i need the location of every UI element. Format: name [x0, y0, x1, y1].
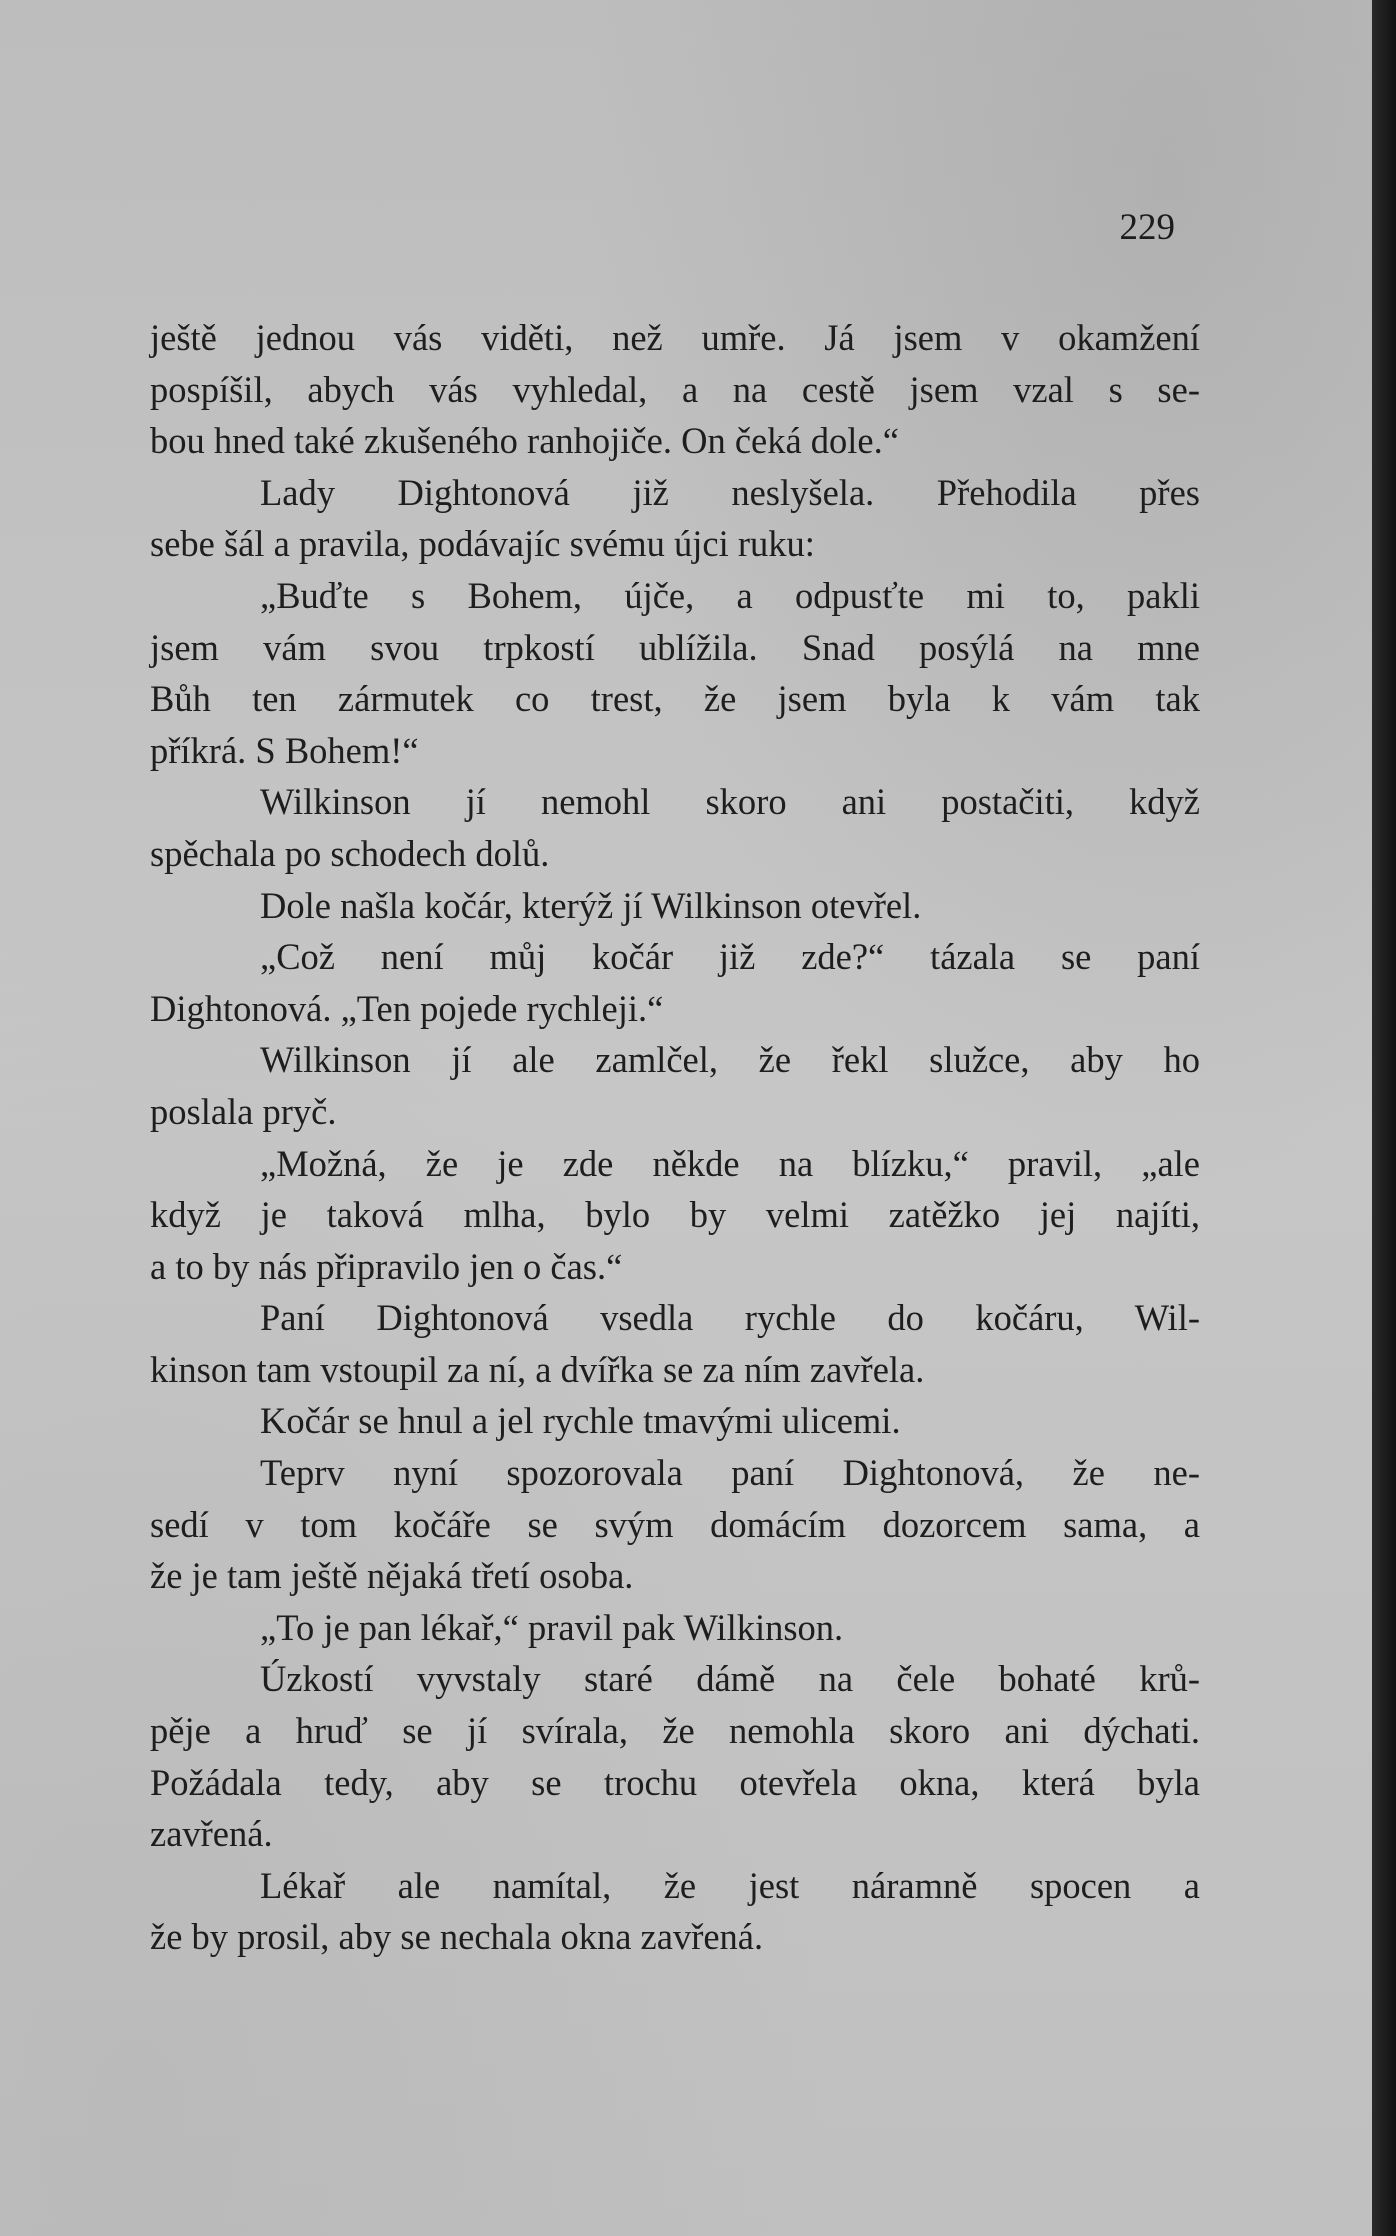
text-line: sebe šál a pravila, podávajíc svému újci ruku:	[150, 523, 815, 565]
text-line: ještě jednou vás viděti, než umře. Já jsem v okamžení	[150, 317, 1200, 358]
text-line: Dole našla kočár, kterýž jí Wilkinson otevřel.	[260, 884, 922, 926]
text-line: sedí v tom kočáře se svým domácím dozorcem sama, a	[150, 1503, 1200, 1545]
text-line: a to by nás připravilo jen o čas.“	[150, 1245, 623, 1287]
text-line: Lékař ale namítal, že jest náramně spocen a	[260, 1864, 1200, 1906]
text-line: pospíšil, abych vás vyhledal, a na cestě jsem vzal s se-	[150, 368, 1200, 410]
text-line: Kočár se hnul a jel rychle tmavými ulicemi.	[260, 1400, 901, 1442]
text-line: že by prosil, aby se nechala okna zavřená.	[150, 1916, 764, 1958]
text-line: pěje a hruď se jí svírala, že nemohla skoro ani dýchati.	[150, 1710, 1200, 1752]
page-number: 229	[1119, 207, 1175, 248]
page-edge-shadow	[1372, 0, 1396, 2236]
text-line: „To je pan lékař,“ pravil pak Wilkinson.	[260, 1606, 844, 1648]
text-line: když je taková mlha, bylo by velmi zatěžko jej najíti,	[150, 1194, 1200, 1236]
text-line: zavřená.	[150, 1813, 273, 1855]
text-line: „Buďte s Bohem, újče, a odpusťte mi to, pakli	[260, 574, 1200, 616]
body-text	[150, 312, 1200, 1963]
text-line: že je tam ještě nějaká třetí osoba.	[150, 1555, 634, 1597]
text-line: „Možná, že je zde někde na blízku,“ pravil, „ale	[260, 1142, 1200, 1184]
text-line: Dightonová. „Ten pojede rychleji.“	[150, 987, 664, 1029]
text-line: Paní Dightonová vsedla rychle do kočáru, Wil-	[260, 1297, 1200, 1339]
text-line: Požádala tedy, aby se trochu otevřela okna, která byla	[150, 1761, 1200, 1803]
text-line: bou hned také zkušeného ranhojiče. On čeká dole.“	[150, 420, 899, 462]
text-line: poslala pryč.	[150, 1090, 337, 1132]
text-line: Wilkinson jí ale zamlčel, že řekl služce, aby ho	[260, 1039, 1200, 1081]
text-line: Wilkinson jí nemohl skoro ani postačiti, když	[260, 781, 1200, 823]
text-line: kinson tam vstoupil za ní, a dvířka se za ním zavřela.	[150, 1348, 925, 1390]
text-line: „Což není můj kočár již zde?“ tázala se paní	[260, 936, 1200, 978]
text-line: Lady Dightonová již neslyšela. Přehodila přes	[260, 471, 1200, 513]
text-line: jsem vám svou trpkostí ublížila. Snad posýlá na mne	[150, 626, 1200, 668]
text-line: příkrá. S Bohem!“	[150, 729, 419, 771]
text-line: spěchala po schodech dolů.	[150, 832, 550, 874]
text-line: Úzkostí vyvstaly staré dámě na čele bohaté krů-	[260, 1658, 1200, 1700]
text-line: Teprv nyní spozorovala paní Dightonová, že ne-	[260, 1452, 1200, 1494]
text-line: Bůh ten zármutek co trest, že jsem byla k vám tak	[150, 678, 1200, 720]
